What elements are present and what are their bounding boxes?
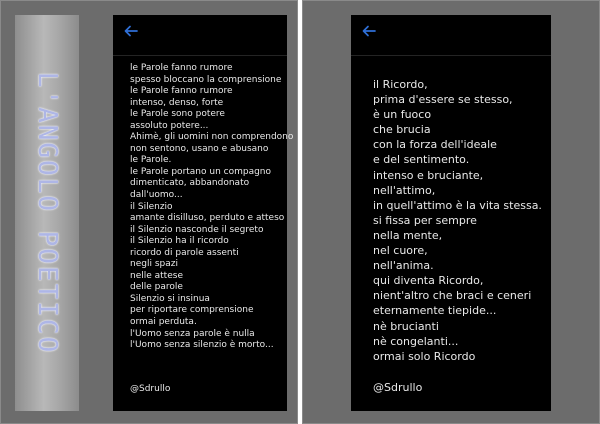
poem-line: ormai perduta. bbox=[130, 317, 197, 328]
poem-text bbox=[130, 63, 293, 352]
banner-title: L'ANGOLO POETICO bbox=[32, 71, 62, 355]
poem-line: e del sentimento. bbox=[373, 153, 470, 167]
author-signature: @Sdrullo bbox=[373, 381, 423, 394]
poem-line: in quell'attimo è la vita stessa. bbox=[373, 198, 542, 212]
poem-line: il Silenzio ha il ricordo bbox=[130, 236, 229, 247]
poem-line: nel cuore, bbox=[373, 244, 428, 258]
poetry-corner-banner bbox=[15, 15, 79, 411]
poem-text bbox=[373, 77, 542, 364]
poem-line: nella mente, bbox=[373, 228, 443, 242]
back-arrow-icon[interactable] bbox=[361, 23, 377, 39]
poem-line: eternamente tiepide... bbox=[373, 304, 497, 318]
poem-line: assoluto potere... bbox=[130, 120, 209, 131]
poem-line: il Silenzio bbox=[130, 201, 173, 212]
poem-line: il Ricordo, bbox=[373, 78, 428, 91]
poem-line: con la forza dell'ideale bbox=[373, 138, 497, 152]
poem-line: qui diventa Ricordo, bbox=[373, 274, 484, 288]
poem-line: non sentono, usano e abusano bbox=[130, 143, 269, 154]
poem-line: nell'anima. bbox=[373, 259, 434, 273]
poem-line: dall'uomo... bbox=[130, 190, 183, 201]
poem-line: per riportare comprensione bbox=[130, 305, 254, 316]
poem-line: nè brucianti bbox=[373, 319, 439, 333]
poem-line: le Parole. bbox=[130, 155, 172, 166]
poem-line: l'Uomo senza silenzio è morto... bbox=[130, 340, 274, 351]
app-bar bbox=[113, 15, 287, 56]
poem-line: spesso bloccano la comprensione bbox=[130, 74, 282, 85]
poem-line: nè congelanti... bbox=[373, 334, 459, 348]
poem-line: delle parole bbox=[130, 282, 183, 293]
poem-line: si fissa per sempre bbox=[373, 213, 477, 227]
poem-line: prima d'essere se stesso, bbox=[373, 93, 513, 107]
phone-screen-right bbox=[351, 15, 551, 411]
app-bar bbox=[351, 15, 551, 56]
author-signature: @Sdrullo bbox=[130, 384, 171, 394]
poem-line: intenso, denso, forte bbox=[130, 97, 224, 108]
poem-line: le Parole fanno rumore bbox=[130, 63, 233, 73]
poem-line: dimenticato, abbandonato bbox=[130, 178, 250, 189]
poem-line: che brucia bbox=[373, 123, 431, 137]
poem-line: le Parole sono potere bbox=[130, 109, 225, 120]
poem-line: è un fuoco bbox=[373, 108, 432, 122]
poem-line: le Parole portano un compagno bbox=[130, 166, 272, 177]
poem-line: nelle attese bbox=[130, 270, 183, 281]
poem-line: nient'altro che braci e ceneri bbox=[373, 289, 532, 303]
poem-line: nell'attimo, bbox=[373, 183, 436, 197]
poem-line: il Silenzio nasconde il segreto bbox=[130, 224, 264, 235]
phone-screen-left bbox=[113, 15, 294, 411]
poem-line: l'Uomo senza parole è nulla bbox=[130, 328, 255, 339]
right-screenshot-panel bbox=[302, 0, 600, 424]
poem-line: ormai solo Ricordo bbox=[373, 349, 476, 363]
poem-line: Silenzio si insinua bbox=[130, 293, 210, 304]
poem-line: negli spazi bbox=[130, 259, 178, 270]
poem-line: le Parole fanno rumore bbox=[130, 86, 233, 97]
poem-line: ricordo di parole assenti bbox=[130, 247, 239, 258]
left-screenshot-panel bbox=[0, 0, 298, 424]
poem-line: amante disilluso, perduto e atteso bbox=[130, 213, 285, 224]
poem-line: intenso e bruciante, bbox=[373, 168, 484, 182]
poem-line: Ahimè, gli uomini non comprendono bbox=[130, 132, 294, 143]
back-arrow-icon[interactable] bbox=[123, 23, 139, 39]
